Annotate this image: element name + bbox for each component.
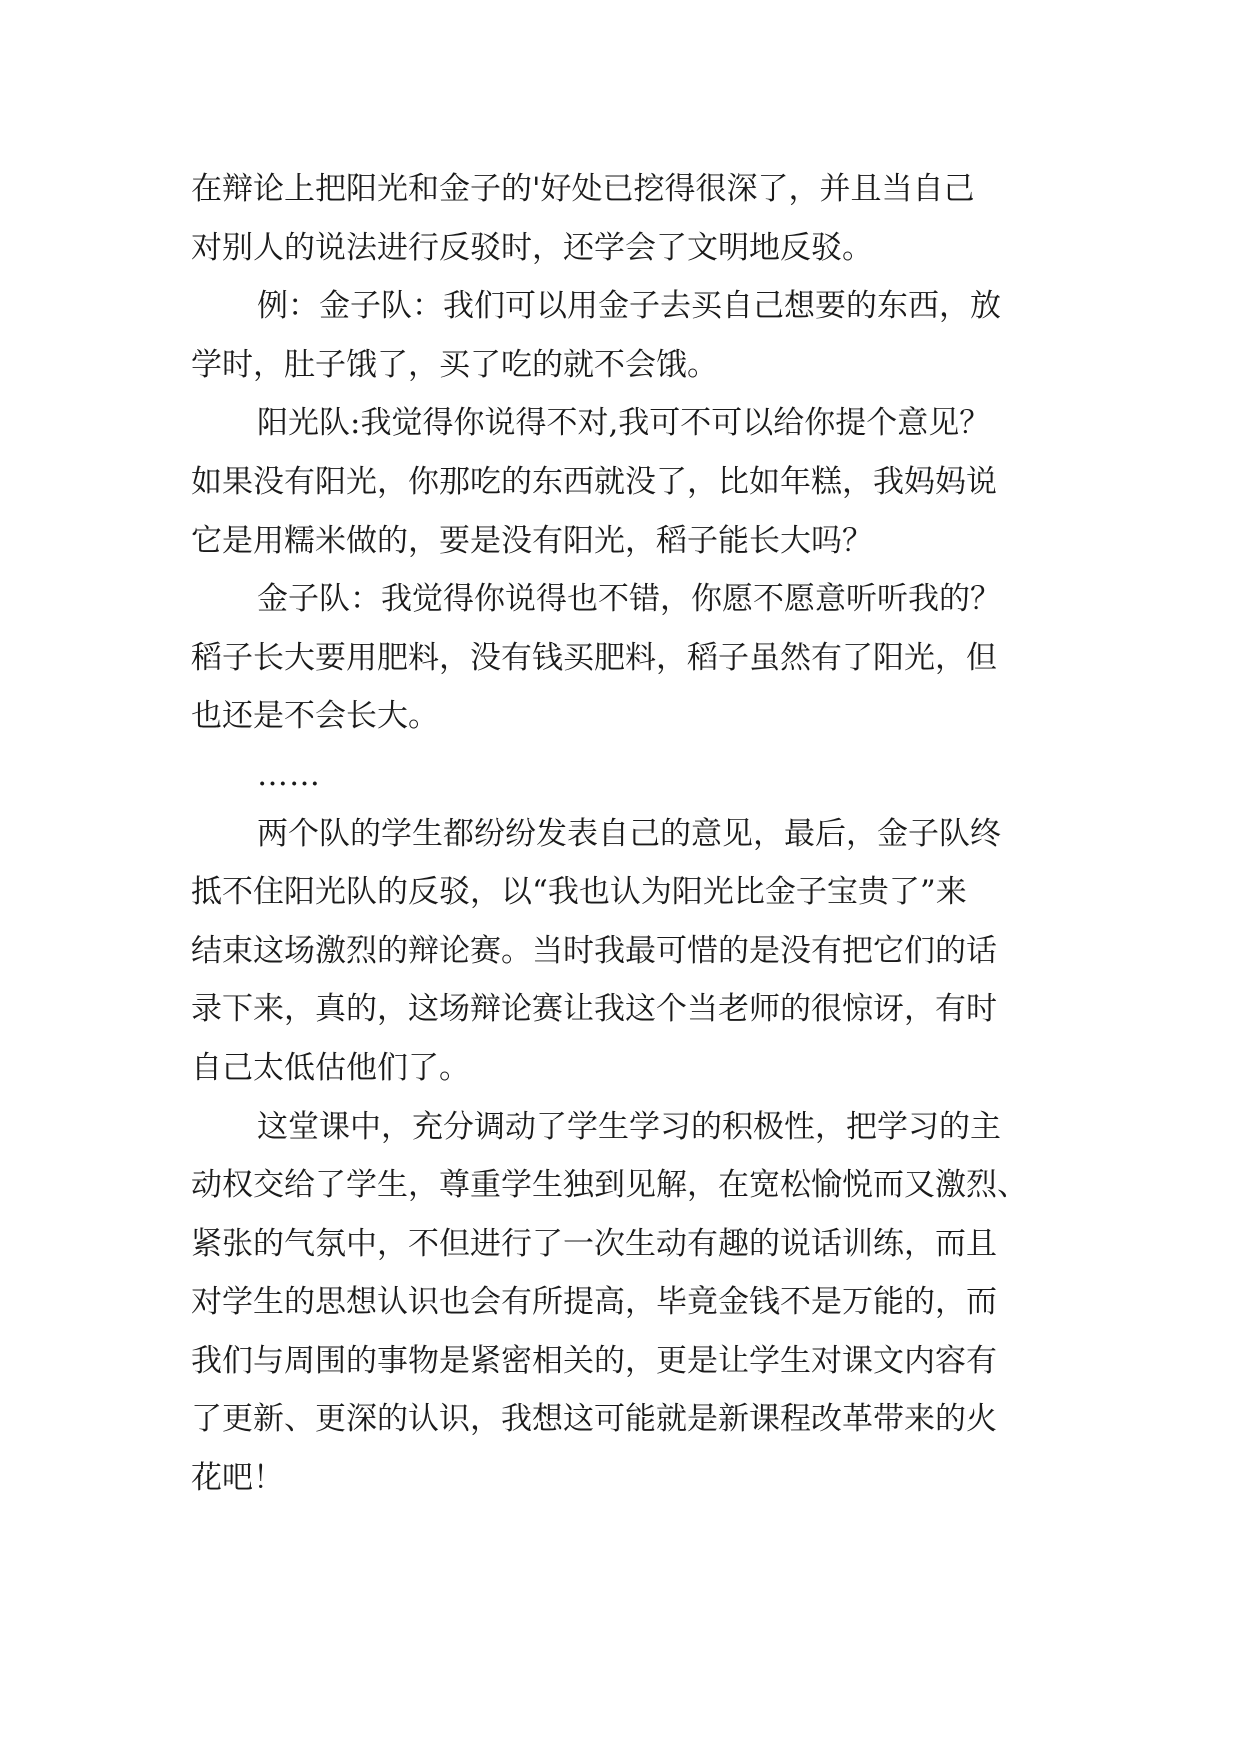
text-line: 对学生的思想认识也会有所提高，毕竟金钱不是万能的，而 [191,1284,997,1321]
text-line: 阳光队:我觉得你说得不对,我可不可以给你提个意见？ [257,405,991,442]
text-line: 抵不住阳光队的反驳，以“我也认为阳光比金子宝贵了”来 [191,874,967,911]
text-line: 自己太低估他们了。 [191,1049,470,1086]
text-line: 录下来，真的，这场辩论赛让我这个当老师的很惊讶，有时 [191,991,997,1028]
text-line: 如果没有阳光，你那吃的东西就没了，比如年糕，我妈妈说 [191,463,997,500]
text-line: 金子队：我觉得你说得也不错，你愿不愿意听听我的？ [257,581,1001,618]
text-line: 在辩论上把阳光和金子的'好处已挖得很深了，并且当自己 [191,171,975,207]
text-line: 学时，肚子饿了，买了吃的就不会饿。 [191,346,718,383]
text-line: 两个队的学生都纷纷发表自己的意见，最后，金子队终 [257,815,1001,852]
text-line: 我们与周围的事物是紧密相关的，更是让学生对课文内容有 [191,1342,997,1379]
text-line: 例：金子队：我们可以用金子去买自己想要的东西，放 [257,288,1001,325]
text-line: 花吧！ [191,1460,284,1497]
text-line: 这堂课中，充分调动了学生学习的积极性，把学习的主 [257,1108,1001,1145]
text-line: 也还是不会长大。 [191,698,439,735]
text-line: 动权交给了学生，尊重学生独到见解，在宽松愉悦而又激烈、 [191,1167,1028,1204]
text-line: 了更新、更深的认识，我想这可能就是新课程改革带来的火 [191,1401,997,1438]
text-line: 结束这场激烈的辩论赛。当时我最可惜的是没有把它们的话 [191,932,997,969]
ellipsis-line: …… [257,756,321,793]
document-body [191,160,1071,1508]
text-line: 它是用糯米做的，要是没有阳光，稻子能长大吗？ [191,522,873,559]
text-line: 稻子长大要用肥料，没有钱买肥料，稻子虽然有了阳光，但 [191,639,997,676]
text-line: 紧张的气氛中，不但进行了一次生动有趣的说话训练，而且 [191,1225,997,1262]
text-line: 对别人的说法进行反驳时，还学会了文明地反驳。 [191,229,873,266]
